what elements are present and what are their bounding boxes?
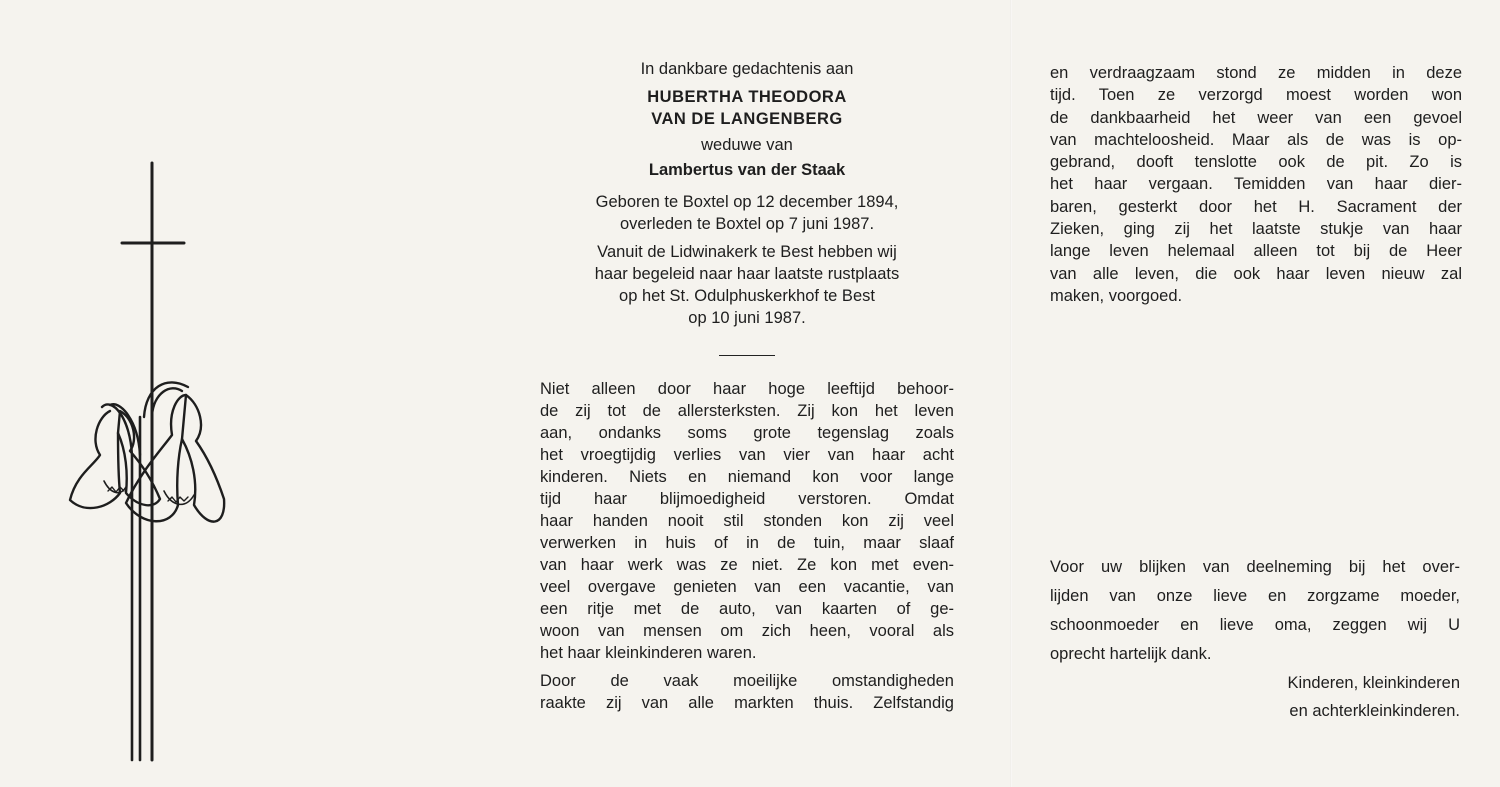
text-line: gebrand, dooft tenslotte ook de pit. Zo is (1050, 153, 1462, 172)
widow-of-line: weduwe van (701, 136, 793, 154)
card-fold (1010, 0, 1012, 787)
text-line: het vroegtijdig verlies van vier van haar acht (540, 446, 954, 464)
text-line: Niet alleen door haar hoge leeftijd behoor- (540, 380, 954, 398)
text-line: van alle leven, die ook haar leven nieuw zal (1050, 264, 1462, 283)
text-line: kinderen. Niets en niemand kon voor lange (540, 468, 954, 486)
biography-paragraph-2 (540, 670, 954, 714)
intro-line: In dankbare gedachtenis aan (640, 60, 854, 78)
text-line: van haar werk was ze niet. Ze kon met even- (540, 556, 954, 574)
text-line: de dankbaarheid het weer van een gevoel (1050, 108, 1462, 127)
husband-name: Lambertus van der Staak (648, 161, 846, 179)
right-column (1050, 62, 1462, 307)
text-line: van machteloosheid. Maar als de was is op- (1050, 130, 1462, 149)
text-line: een ritje met de auto, van kaarten of ge- (540, 600, 954, 618)
text-line: en verdraagzaam stond ze midden in deze (1050, 64, 1462, 82)
text-line: schoonmoeder en lieve oma, zeggen wij U (1050, 616, 1460, 634)
burial-line: Vanuit de Lidwinakerk te Best hebben wij (597, 243, 897, 261)
text-line: de zij tot de allersterksten. Zij kon het leven (540, 402, 954, 420)
text-line: baren, gesterkt door het H. Sacrament der (1050, 197, 1462, 216)
text-line: maken, voorgoed. (1050, 286, 1183, 305)
text-line: Door de vaak moeilijke omstandigheden (540, 672, 954, 690)
text-line: oprecht hartelijk dank. (1050, 645, 1212, 663)
text-line: lange leven helemaal alleen tot bij de Heer (1050, 242, 1462, 261)
text-line: Voor uw blijken van deelneming bij het over- (1050, 558, 1460, 576)
text-line: het haar vergaan. Temidden van haar dier- (1050, 175, 1462, 194)
signature-line: en achterkleinkinderen. (1289, 702, 1460, 720)
text-line: tijd. Toen ze verzorgd moest worden won (1050, 86, 1462, 105)
cross-with-snowdrops-icon (60, 155, 240, 770)
text-line: Zieken, ging zij het laatste stukje van haar (1050, 220, 1462, 239)
text-line: verwerken in huis of in de tuin, maar slaaf (540, 534, 954, 552)
burial-line: op het St. Odulphuskerkhof te Best (619, 287, 875, 305)
biography-paragraph-1 (540, 378, 954, 664)
signature-line: Kinderen, kleinkinderen (1287, 674, 1460, 692)
text-line: lijden van onze lieve en zorgzame moeder, (1050, 587, 1460, 605)
signature-block (1150, 669, 1460, 725)
text-line: haar handen nooit stil stonden kon zij veel (540, 512, 954, 530)
deceased-name-line2: VAN DE LANGENBERG (651, 110, 843, 128)
dates-line: Geboren te Boxtel op 12 december 1894, (595, 193, 899, 211)
text-line: raakte zij van alle markten thuis. Zelfstandig (540, 694, 954, 712)
dates-line: overleden te Boxtel op 7 juni 1987. (619, 215, 875, 233)
thanks-paragraph (1050, 553, 1460, 669)
deceased-name-line1: HUBERTHA THEODORA (647, 88, 847, 106)
burial-line: op 10 juni 1987. (688, 309, 806, 327)
birth-death-dates (540, 191, 954, 235)
center-column (540, 58, 954, 720)
text-line: het haar kleinkinderen waren. (540, 644, 757, 662)
text-line: aan, ondanks soms grote tegenslag zoals (540, 424, 954, 442)
burial-line: haar begeleid naar haar laatste rustplaats (594, 265, 900, 283)
text-line: woon van mensen om zich heen, vooral als (540, 622, 954, 640)
text-line: tijd haar blijmoedigheid verstoren. Omdat (540, 490, 954, 508)
text-line: veel overgave genieten van een vacantie, van (540, 578, 954, 596)
burial-info (540, 241, 954, 329)
divider-rule (719, 355, 775, 356)
